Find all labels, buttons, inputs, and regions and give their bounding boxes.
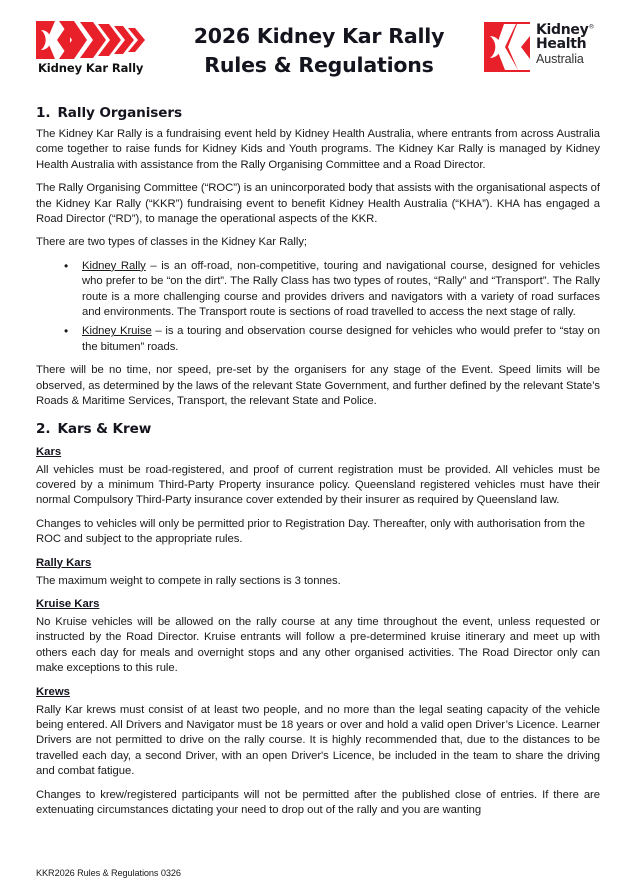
paragraph: The maximum weight to compete in rally sections is 3 tonnes. bbox=[36, 574, 341, 587]
paragraph: Rally Kar krews must consist of at least two people, and no more than the legal seating capacity of the vehicle being entered. All Drivers and Navigator must be 18 years or over and hold a valid open Driver’s Licence. Learner Drivers are not permitted to drive on the rally course. It is highly recommended that, due to the distances to be travelled each day, a second Driver, with an open Driver's Licence, be included in the team to share the driving and combat fatigue. bbox=[36, 703, 600, 778]
document-body bbox=[36, 88, 600, 818]
kha-line-3: Australia bbox=[536, 51, 584, 66]
kha-line-1: Kidney® bbox=[536, 22, 595, 38]
section-heading-1 bbox=[36, 105, 600, 121]
registered-trademark-icon: ® bbox=[588, 23, 595, 31]
subsection-heading-rally-kars: Rally Kars bbox=[36, 556, 92, 569]
page-footer: KKR2026 Rules & Regulations 0326 bbox=[36, 868, 181, 878]
class-types-list bbox=[36, 259, 600, 355]
kidney-health-australia-mark-icon bbox=[484, 22, 530, 72]
list-item bbox=[82, 259, 600, 321]
subsection-heading-kruise-kars: Kruise Kars bbox=[36, 597, 100, 610]
paragraph: There are two types of classes in the Kidney Kar Rally; bbox=[36, 236, 308, 249]
kidney-kar-rally-mark-icon bbox=[36, 21, 148, 59]
kidney-health-australia-wordmark bbox=[536, 22, 594, 65]
paragraph: No Kruise vehicles will be allowed on the rally course at any time throughout the event, unless requested or instructed by the Road Director. Kruise entrants will follow a pre-determined kruise itinerary and meet up with others each day for meals and overnight stops and any other organised activities. The Road Director only can make exceptions to this rule. bbox=[36, 615, 600, 675]
list-item-term: Kidney Rally bbox=[82, 259, 146, 272]
list-item-text: – is an off-road, non-competitive, touring and navigational course, designed for vehicles who prefer to be “on the dirt”. The Rally Class has two types of routes, “Rally” and “Transport”. The Rally route is a more challenging course and provides drivers and navigators with a variety of road surfaces and environments. The Transport route is sections of road travelled to access the next stage of rally. bbox=[82, 259, 600, 319]
paragraph: Changes to krew/registered participants will not be permitted after the published close of entries. If there are extenuating circumstances dictating your need to drop out of the rally and you are wanting bbox=[36, 788, 600, 816]
paragraph: All vehicles must be road-registered, and proof of current registration must be provided. All vehicles must be covered by a minimum Third-Party Property insurance policy. Queensland registered vehicles must have their normal Compulsory Third-Party insurance cover extended by their insurer as required by Queensland law. bbox=[36, 463, 600, 507]
page-title bbox=[154, 18, 484, 80]
section-title-1: Rally Organisers bbox=[57, 105, 182, 121]
list-item bbox=[82, 324, 600, 355]
section-title-2: Kars & Krew bbox=[57, 420, 152, 437]
paragraph: The Rally Organising Committee (“ROC”) is an unincorporated body that assists with the organisational aspects of the Kidney Kar Rally (“KKR”) fundraising event to benefit Kidney Health Australia (“KHA”). KHA has engaged a Road Director (“RD”), to manage the operational aspects of the KKR. bbox=[36, 182, 600, 226]
section-number-1: 1. bbox=[36, 105, 51, 121]
list-item-term: Kidney Kruise bbox=[82, 325, 152, 338]
page-title-line-2: Rules & Regulations bbox=[204, 53, 434, 77]
kidney-health-australia-logo bbox=[484, 18, 600, 72]
page-title-line-1: 2026 Kidney Kar Rally bbox=[193, 24, 445, 48]
paragraph: Changes to vehicles will only be permitted prior to Registration Day. Thereafter, only with authorisation from the ROC and subject to the appropriate rules. bbox=[36, 517, 585, 546]
kha-line-2: Health bbox=[536, 36, 587, 53]
section-heading-2 bbox=[36, 421, 600, 437]
section-number-2: 2. bbox=[36, 420, 51, 437]
subsection-heading-krews: Krews bbox=[36, 685, 70, 698]
paragraph: The Kidney Kar Rally is a fundraising event held by Kidney Health Australia, where entrants from across Australia come together to raise funds for Kidney Kids and Youth programs. The Kidney Kar Rally is managed by Kidney Health Australia with assistance from the Rally Organising Committee and a Road Director. bbox=[36, 128, 600, 171]
list-item-text: – is a touring and observation course designed for vehicles who would prefer to “stay on the bitumen” roads. bbox=[82, 325, 600, 353]
kidney-kar-rally-logo bbox=[36, 18, 154, 75]
paragraph: There will be no time, nor speed, pre-set by the organisers for any stage of the Event. Speed limits will be observed, as determined by the laws of the relevant State Government, and further defined by the relevant State’s Roads & Maritime Services, Transport, the relevant State and Police. bbox=[36, 364, 600, 408]
subsection-heading-kars: Kars bbox=[36, 445, 62, 458]
kidney-kar-rally-wordmark: Kidney Kar Rally bbox=[38, 61, 144, 75]
document-header bbox=[36, 0, 600, 88]
